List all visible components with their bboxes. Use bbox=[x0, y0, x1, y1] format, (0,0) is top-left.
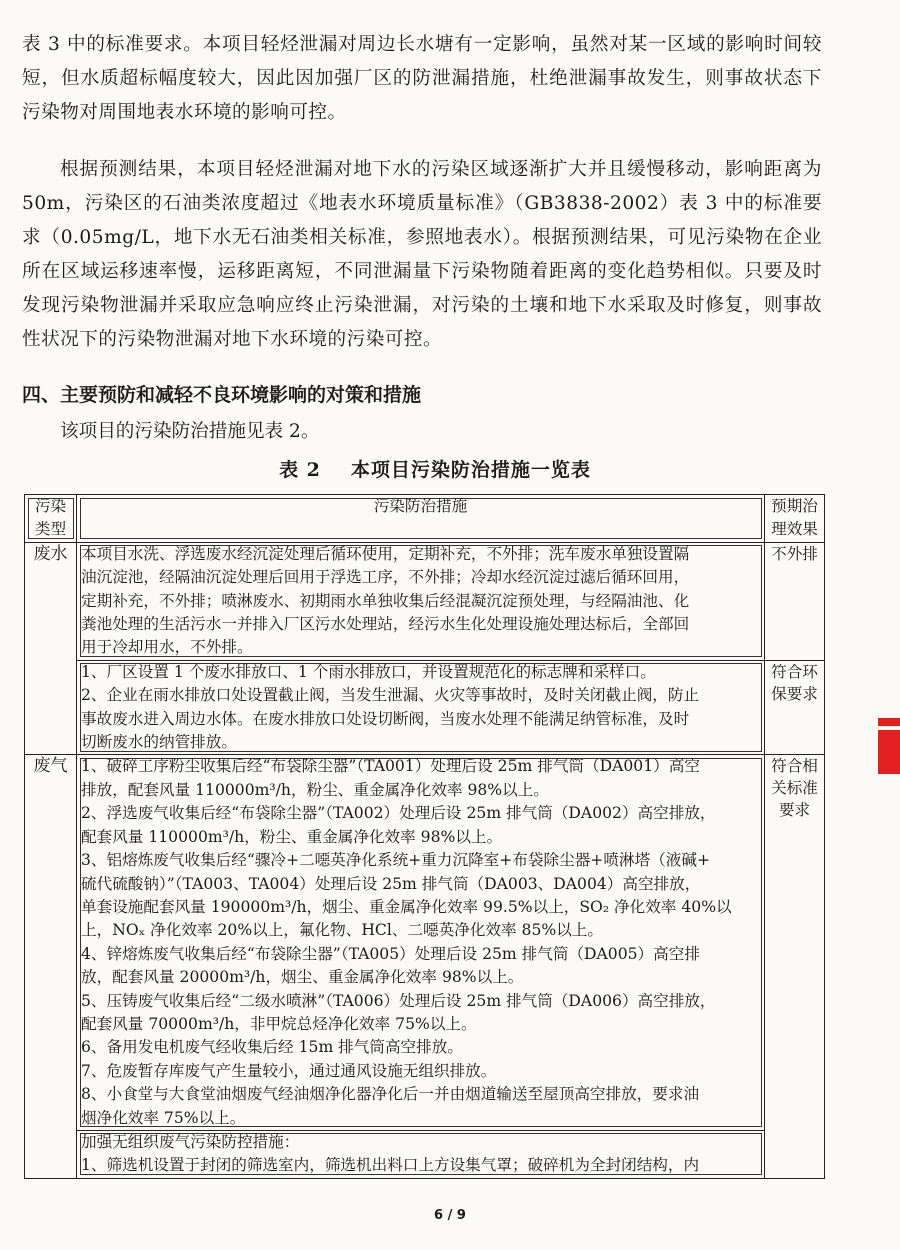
paragraph-groundwater-impact: 根据预测结果，本项目轻烃泄漏对地下水的污染区域逐渐扩大并且缓慢移动，影响距离为 50m，污染区的石油类浓度超过《地表水环境质量标准》（GB3838-2002）表 3 中的标准要求（0.05mg/L，地下水无石油类相关标准，参照地表水）。根据预测结果，可见污染物在企业所在区域运移速率慢，运移距离短，不同泄漏量下污染物随着距离的变化趋势相似。只要及时发现污染物泄漏并采取应急响应终止污染泄漏，对污染的土壤和地下水采取及时修复，则事故性状况下的污染物泄漏对地下水环境的污染可控。 bbox=[22, 159, 822, 350]
paragraph-surface-water-impact: 表 3 中的标准要求。本项目轻烃泄漏对周边长水塘有一定影响，虽然对某一区域的影响时间较短，但水质超标幅度较大，因此因加强厂区的防泄漏措施，杜绝泄漏事故发生，则事故状态下污染物对周围地表水环境的影响可控。 bbox=[22, 34, 822, 123]
table-row-wastewater-1 bbox=[25, 542, 825, 660]
table-row-exhaust-2 bbox=[25, 1130, 825, 1178]
table-caption bbox=[0, 453, 900, 487]
table-row-wastewater-2 bbox=[25, 660, 825, 755]
table-header-row bbox=[25, 495, 825, 543]
effect-env-requirements: 符合环 保要求 bbox=[765, 660, 825, 755]
page-number: 6 / 9 bbox=[434, 1208, 466, 1223]
measure-wastewater-treatment: 本项目水洗、浮选废水经沉淀处理后循环使用，定期补充，不外排；洗车废水单独设置隔 油沉淀池，经隔油沉淀处理后回用于浮选工序，不外排；冷却水经沉淀过滤后循环回用， 定期补充，不外排；喷淋废水、初期雨水单独收集后经混凝沉淀预处理，与经隔油池、化 粪池处理的生活污水一并排入厂区污水处理站，经污水生化处理设施处理达标后，全部回 用于冷却用水，不外排。 bbox=[77, 542, 765, 660]
header-control-measures: 污染防治措施 bbox=[77, 495, 765, 543]
measure-exhaust-treatment: 1、破碎工序粉尘收集后经“布袋除尘器”（TA001）处理后设 25m 排气筒（DA001）高空 排放，配套风量 110000m³/h，粉尘、重金属净化效率 98%以上。 2、浮选废气收集后经“布袋除尘器”（TA002）处理后设 25m 排气筒（DA002）高空排放， 配套风量 110000m³/h，粉尘、重金属净化效率 98%以上。 3、铝熔炼废气收集后经“骤冷+二噁英净化系统+重力沉降室+布袋除尘器+喷淋塔（液碱+ 硫代硫酸钠）”（TA003、TA004）处理后设 25m 排气筒（DA003、DA004）高空排放， 单套设施配套风量 190000m³/h，烟尘、重金属净化效率 99.5%以上，SO₂ 净化效率 40%以 上，NOₓ 净化效率 20%以上，氟化物、HCl、二噁英净化效率 85%以上。 4、锌熔炼废气收集后经“布袋除尘器”（TA005）处理后设 25m 排气筒（DA005）高空排 放，配套风量 20000m³/h，烟尘、重金属净化效率 98%以上。 5、压铸废气收集后经“二级水喷淋”（TA006）处理后设 25m 排气筒（DA006）高空排放， 配套风量 70000m³/h，非甲烷总烃净化效率 75%以上。 6、备用发电机废气经收集后经 15m 排气筒高空排放。 7、危废暂存库废气产生量较小，通过通风设施无组织排放。 8、小食堂与大食堂油烟废气经油烟净化器净化后一并由烟道输送至屋顶高空排放，要求油 烟净化效率 75%以上。 bbox=[77, 755, 765, 1131]
effect-meets-standards: 符合相 关标准 要求 bbox=[765, 755, 825, 1178]
table-caption-number: 表 2 bbox=[279, 459, 321, 481]
measure-fugitive-emissions: 加强无组织废气污染防控措施： 1、筛选机设置于封闭的筛选室内，筛选机出料口上方设集气罩；破碎机为全封闭结构，内 bbox=[77, 1130, 765, 1178]
table-intro: 该项目的污染防治措施见表 2。 bbox=[60, 421, 320, 442]
table-row-exhaust-1 bbox=[25, 755, 825, 1131]
header-expected-effect: 预期治 理效果 bbox=[765, 495, 825, 543]
measure-discharge-outlets: 1、厂区设置 1 个废水排放口、1 个雨水排放口，并设置规范化的标志牌和采样口。 2、企业在雨水排放口处设置截止阀，当发生泄漏、火灾等事故时，及时关闭截止阀，防止 事故废水进入周边水体。在废水排放口处设切断阀，当废水处理不能满足纳管标准，及时 切断废水的纳管排放。 bbox=[77, 660, 765, 755]
type-wastewater: 废水 bbox=[25, 542, 77, 755]
red-stamp-mark bbox=[878, 730, 900, 774]
table-caption-title: 本项目污染防治措施一览表 bbox=[350, 459, 591, 481]
red-stamp-mark bbox=[878, 718, 900, 726]
pollution-control-table bbox=[24, 494, 825, 1179]
effect-no-discharge: 不外排 bbox=[765, 542, 825, 660]
header-pollution-type: 污染 类型 bbox=[25, 495, 77, 543]
type-exhaust-gas: 废气 bbox=[25, 755, 77, 1178]
section-heading: 四、主要预防和减轻不良环境影响的对策和措施 bbox=[22, 384, 422, 406]
